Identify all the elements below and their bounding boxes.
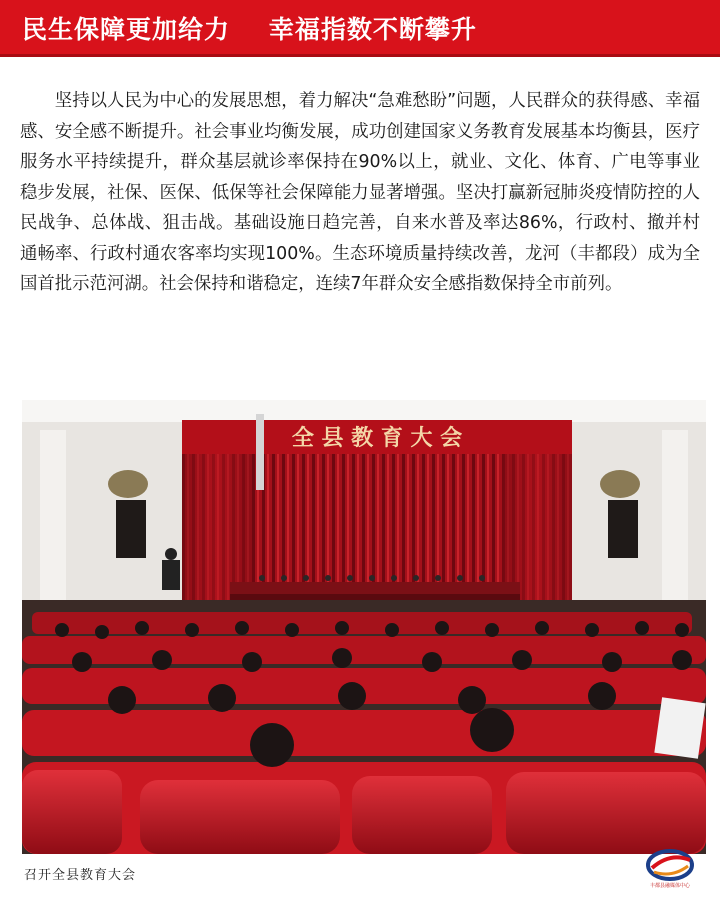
article-paragraph: 坚持以人民为中心的发展思想，着力解决“急难愁盼”问题，人民群众的获得感、幸福感、安全感不断提升。社会事业均衡发展，成功创建国家义务教育发展基本均衡县，医疗服务水平持续提升，群众基层就诊率保持在90%以上，就业、文化、体育、广电等事业稳步发展，社保、医保、低保等社会保障能力显著增强。坚决打赢新冠肺炎疫情防控的人民战争、总体战、狙击战。基础设施日趋完善，自来水普及率达86%，行政村、撤并村通畅率、行政村通农客率均实现100%。生态环境质量持续改善，龙河（丰都段）成为全国首批示范河湖。社会保持和谐稳定，连续7年群众安全感指数保持全市前列。 — [20, 91, 700, 294]
media-center-logo — [640, 848, 700, 892]
photo-caption: 召开全县教育大会 — [24, 868, 137, 883]
logo-text: 丰都县融媒体中心 — [649, 883, 690, 889]
conference-photo — [22, 400, 706, 854]
header-banner — [0, 0, 720, 57]
page-title: 民生保障更加给力 幸福指数不断攀升 — [22, 15, 477, 44]
stage-banner-text: 全 县 教 育 大 会 — [291, 425, 463, 451]
